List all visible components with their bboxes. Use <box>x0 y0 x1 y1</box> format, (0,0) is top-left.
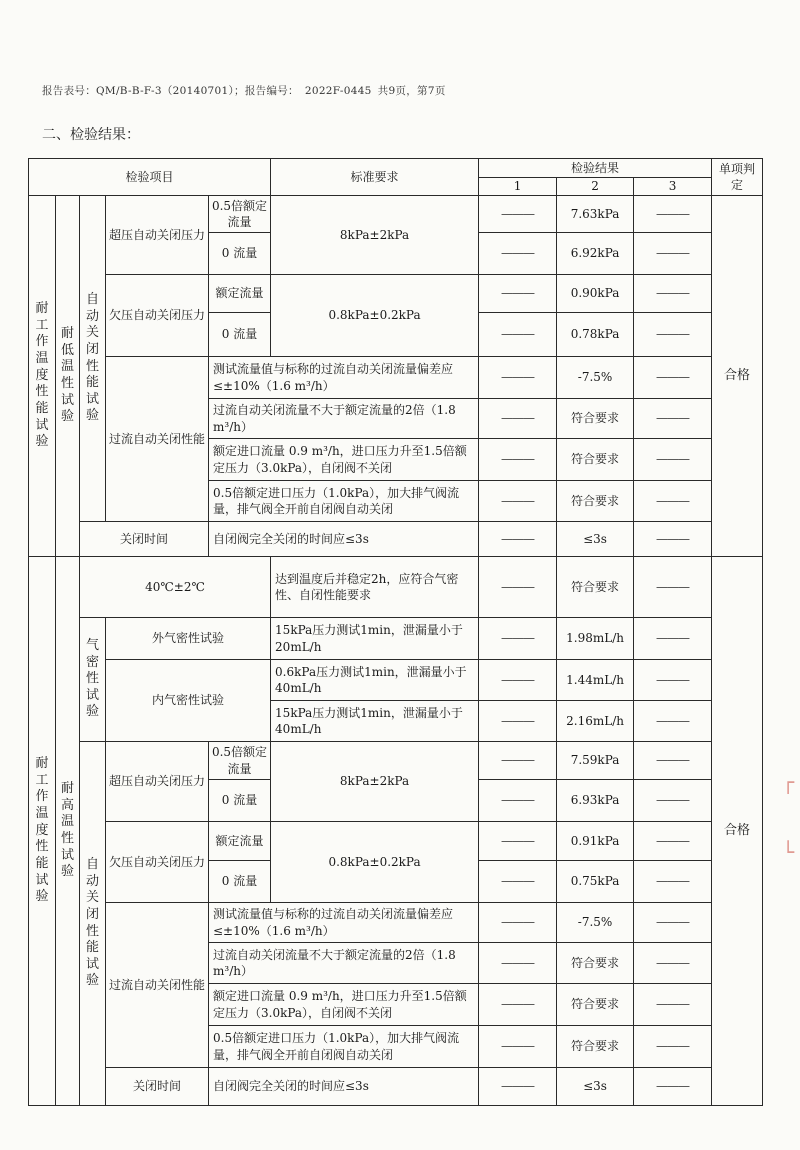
high-under-std: 0.8kPa±0.2kPa <box>271 822 479 903</box>
low-excess-std4: 0.5倍额定进口压力（1.0kPa），加大排气阀流量，排气阀全开前自闭阀自动关闭 <box>209 481 479 522</box>
low-under-r3b: ——— <box>634 313 712 357</box>
air-group <box>80 618 106 742</box>
low-excess-r1a: ——— <box>479 357 557 399</box>
high-over-label: 超压自动关闭压力 <box>106 742 209 822</box>
high-inner-r2a: 1.44mL/h <box>557 660 634 701</box>
low-over-r3a: ——— <box>634 196 712 233</box>
high-inner-r3a: ——— <box>634 660 712 701</box>
high-excess-r1b: ——— <box>479 943 557 984</box>
high-judge: 合格 <box>712 557 763 1106</box>
low-excess-std2: 过流自动关闭流量不大于额定流量的2倍（1.8 m³/h） <box>209 399 479 439</box>
low-excess-std1: 测试流量值与标称的过流自动关闭流量偏差应≤±10%（1.6 m³/h） <box>209 357 479 399</box>
low-excess-r2c: 符合要求 <box>557 439 634 481</box>
high-excess-r3b: ——— <box>634 943 712 984</box>
report-number: 2022F-0445 <box>304 85 372 97</box>
low-over-r2b: 6.92kPa <box>557 233 634 275</box>
low-under-std: 0.8kPa±0.2kPa <box>271 275 479 357</box>
high-excess-std1: 测试流量值与标称的过流自动关闭流量偏差应≤±10%（1.6 m³/h） <box>209 903 479 943</box>
high-outer-r1: ——— <box>479 618 557 660</box>
report-header <box>42 83 452 98</box>
high-close-r1: ——— <box>479 1068 557 1106</box>
low-under-r1b: ——— <box>479 313 557 357</box>
low-over-flow2: 0 流量 <box>209 233 271 275</box>
low-under-r3a: ——— <box>634 275 712 313</box>
high-under-r3b: ——— <box>634 861 712 903</box>
high-outer-label: 外气密性试验 <box>106 618 271 660</box>
sub-low-temp <box>56 196 80 557</box>
header-judge: 单项判定 <box>712 159 763 196</box>
low-excess-std3: 额定进口流量 0.9 m³/h，进口压力升至1.5倍额定压力（3.0kPa），自闭阀不关闭 <box>209 439 479 481</box>
high-inner-label: 内气密性试验 <box>106 660 271 742</box>
low-close-r1: ——— <box>479 522 557 557</box>
high-over-flow1: 0.5倍额定流量 <box>209 742 271 780</box>
high-excess-r2a: -7.5% <box>557 903 634 943</box>
high-excess-r3a: ——— <box>634 903 712 943</box>
low-under-flow2: 0 流量 <box>209 313 271 357</box>
low-over-r2a: 7.63kPa <box>557 196 634 233</box>
low-excess-r1d: ——— <box>479 481 557 522</box>
low-under-r1a: ——— <box>479 275 557 313</box>
header-result-1: 1 <box>479 178 557 196</box>
high-excess-r1a: ——— <box>479 903 557 943</box>
header-result-2: 2 <box>557 178 634 196</box>
group-high-temp <box>29 557 56 1106</box>
high-over-r1b: ——— <box>479 780 557 822</box>
high-outer-r2: 1.98mL/h <box>557 618 634 660</box>
high-outer-std: 15kPa压力测试1min，泄漏量小于20mL/h <box>271 618 479 660</box>
low-excess-r2b: 符合要求 <box>557 399 634 439</box>
header-standard: 标准要求 <box>271 159 479 196</box>
low-excess-r1c: ——— <box>479 439 557 481</box>
low-excess-label: 过流自动关闭性能 <box>106 357 209 522</box>
seal-fragment-bottom: └ <box>781 840 794 864</box>
subsub-high-auto-close-label: 自动关闭性能试验 <box>85 857 99 989</box>
high-close-label: 关闭时间 <box>106 1068 209 1106</box>
low-close-label: 关闭时间 <box>80 522 209 557</box>
section-title: 二、检验结果： <box>42 127 140 143</box>
low-over-flow1: 0.5倍额定流量 <box>209 196 271 233</box>
sub-high-temp <box>56 557 80 1106</box>
group-low-temp <box>29 196 56 557</box>
low-over-r1b: ——— <box>479 233 557 275</box>
low-over-r3b: ——— <box>634 233 712 275</box>
high-over-r2a: 7.59kPa <box>557 742 634 780</box>
high-excess-label: 过流自动关闭性能 <box>106 903 209 1068</box>
high-under-label: 欠压自动关闭压力 <box>106 822 209 903</box>
high-over-r3a: ——— <box>634 742 712 780</box>
high-temp-r1: ——— <box>479 557 557 618</box>
high-excess-r1c: ——— <box>479 984 557 1026</box>
high-temp-r2: 符合要求 <box>557 557 634 618</box>
high-excess-r2d: 符合要求 <box>557 1026 634 1068</box>
high-under-r1a: ——— <box>479 822 557 861</box>
high-excess-r3d: ——— <box>634 1026 712 1068</box>
low-close-std: 自闭阀完全关闭的时间应≤3s <box>209 522 479 557</box>
high-inner-std2: 15kPa压力测试1min，泄漏量小于40mL/h <box>271 701 479 742</box>
low-under-flow1: 额定流量 <box>209 275 271 313</box>
high-close-r2: ≤3s <box>557 1068 634 1106</box>
low-under-r2b: 0.78kPa <box>557 313 634 357</box>
high-under-r3a: ——— <box>634 822 712 861</box>
page-count: 共9页，第7页 <box>377 85 446 97</box>
low-over-std: 8kPa±2kPa <box>271 196 479 275</box>
header-result-3: 3 <box>634 178 712 196</box>
group-high-temp-label: 耐工作温度性能试验 <box>35 756 49 905</box>
high-inner-std1: 0.6kPa压力测试1min，泄漏量小于40mL/h <box>271 660 479 701</box>
high-excess-std2: 过流自动关闭流量不大于额定流量的2倍（1.8 m³/h） <box>209 943 479 984</box>
high-inner-r2b: 2.16mL/h <box>557 701 634 742</box>
high-under-r2a: 0.91kPa <box>557 822 634 861</box>
high-under-flow2: 0 流量 <box>209 861 271 903</box>
high-excess-r2b: 符合要求 <box>557 943 634 984</box>
subsub-low-auto-close-label: 自动关闭性能试验 <box>85 292 99 424</box>
high-over-r2b: 6.93kPa <box>557 780 634 822</box>
low-excess-r3c: ——— <box>634 439 712 481</box>
high-excess-r3c: ——— <box>634 984 712 1026</box>
low-excess-r2a: -7.5% <box>557 357 634 399</box>
low-excess-r1b: ——— <box>479 399 557 439</box>
sub-high-temp-label: 耐高温性试验 <box>60 781 74 880</box>
low-excess-r2d: 符合要求 <box>557 481 634 522</box>
high-inner-r1b: ——— <box>479 701 557 742</box>
header-results: 检验结果 <box>479 159 712 178</box>
low-close-r2: ≤3s <box>557 522 634 557</box>
high-temp-label: 40℃±2℃ <box>80 557 271 618</box>
high-over-std: 8kPa±2kPa <box>271 742 479 822</box>
high-under-r1b: ——— <box>479 861 557 903</box>
high-excess-std4: 0.5倍额定进口压力（1.0kPa），加大排气阀流量，排气阀全开前自闭阀自动关闭 <box>209 1026 479 1068</box>
seal-fragment-top: ┌ <box>781 770 794 794</box>
low-judge: 合格 <box>712 196 763 557</box>
high-excess-r1d: ——— <box>479 1026 557 1068</box>
high-over-flow2: 0 流量 <box>209 780 271 822</box>
results-table <box>28 158 763 1106</box>
high-temp-r3: ——— <box>634 557 712 618</box>
low-over-label: 超压自动关闭压力 <box>106 196 209 275</box>
subsub-low-auto-close <box>80 196 106 522</box>
air-group-label: 气密性试验 <box>85 637 99 720</box>
high-under-r2b: 0.75kPa <box>557 861 634 903</box>
low-excess-r3a: ——— <box>634 357 712 399</box>
high-inner-r1a: ——— <box>479 660 557 701</box>
header-item: 检验项目 <box>29 159 271 196</box>
low-under-r2a: 0.90kPa <box>557 275 634 313</box>
high-over-r1a: ——— <box>479 742 557 780</box>
high-excess-r2c: 符合要求 <box>557 984 634 1026</box>
high-close-std: 自闭阀完全关闭的时间应≤3s <box>209 1068 479 1106</box>
group-low-temp-label: 耐工作温度性能试验 <box>35 301 49 450</box>
high-under-flow1: 额定流量 <box>209 822 271 861</box>
high-over-r3b: ——— <box>634 780 712 822</box>
subsub-high-auto-close <box>80 742 106 1106</box>
high-outer-r3: ——— <box>634 618 712 660</box>
high-temp-std: 达到温度后并稳定2h，应符合气密性、自闭性能要求 <box>271 557 479 618</box>
low-close-r3: ——— <box>634 522 712 557</box>
high-excess-std3: 额定进口流量 0.9 m³/h，进口压力升至1.5倍额定压力（3.0kPa），自闭阀不关闭 <box>209 984 479 1026</box>
low-excess-r3d: ——— <box>634 481 712 522</box>
form-number: 报告表号：QM/B-B-F-3（20140701）；报告编号： <box>42 85 299 97</box>
high-close-r3: ——— <box>634 1068 712 1106</box>
low-under-label: 欠压自动关闭压力 <box>106 275 209 357</box>
sub-low-temp-label: 耐低温性试验 <box>60 326 74 425</box>
low-excess-r3b: ——— <box>634 399 712 439</box>
high-inner-r3b: ——— <box>634 701 712 742</box>
low-over-r1a: ——— <box>479 196 557 233</box>
